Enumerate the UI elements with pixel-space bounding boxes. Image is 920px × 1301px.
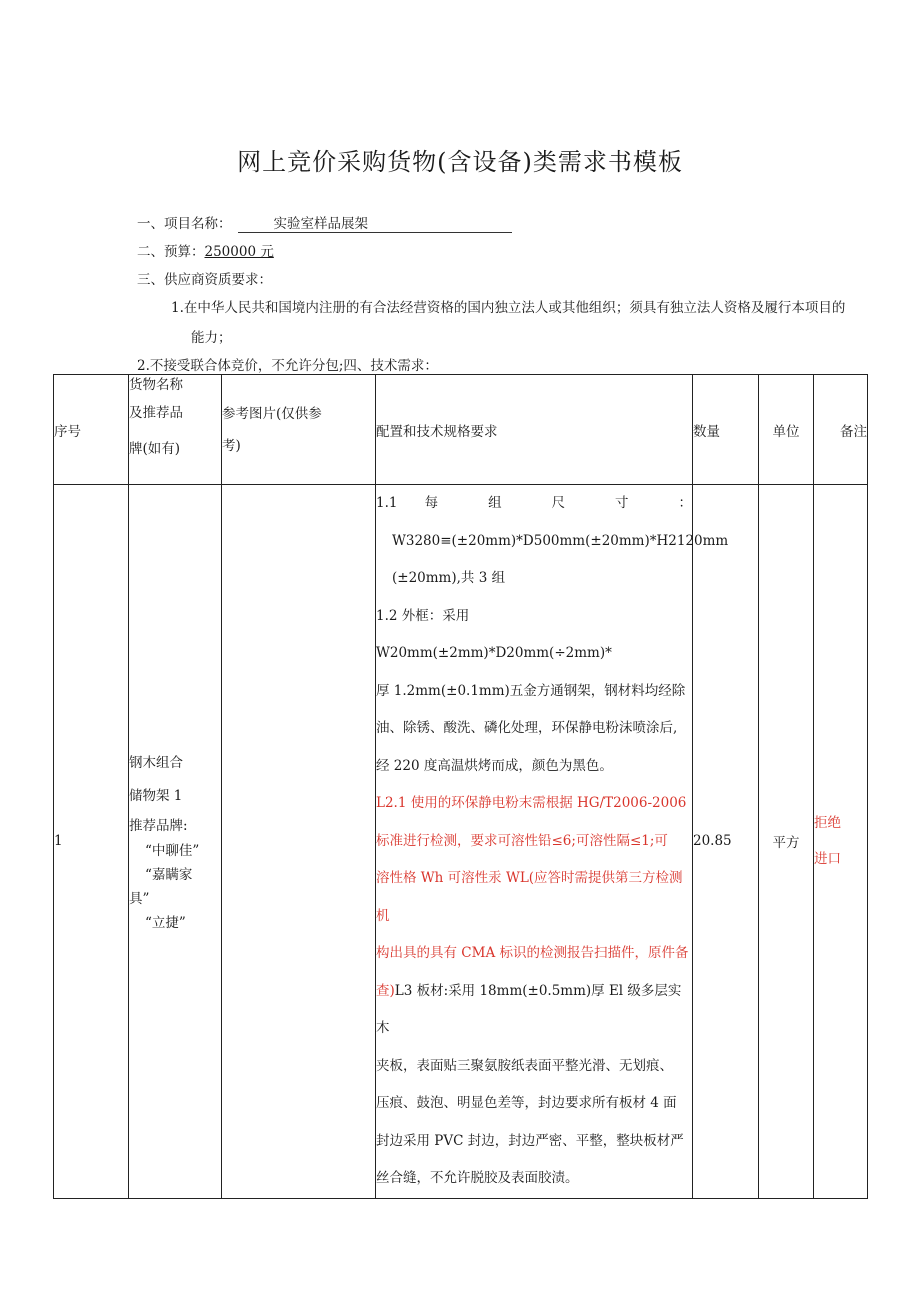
brand-item: “嘉瞒家 [145, 867, 193, 884]
spec-line: 油、除锈、酸洗、磷化处理，环保静电粉沫喷涂后, [376, 720, 678, 736]
project-name-value: 实验室样品展架 [238, 212, 512, 233]
spec-line: 经 220 度高温烘烤而成，颜色为黑色。 [376, 757, 613, 774]
project-name-line [137, 212, 512, 233]
brand-item-cont: 具” [129, 891, 150, 908]
spec-line: 丝合缝，不允许脱胶及表面胶渍。 [376, 1170, 579, 1186]
qualification-item-2: 2.不接受联合体竞价，不允许分包;四、技术需求： [137, 358, 438, 374]
spec-line: L3 板材:采用 18mm(±0.5mm)厚 El 级多层实木 [376, 982, 682, 1036]
header-seq: 序号 [54, 375, 129, 485]
spec-line: 压痕、鼓泡、明显色差等，封边要求所有板材 4 面 [376, 1095, 677, 1111]
remark-line-1: 拒绝 [814, 815, 841, 832]
table-header-row [54, 375, 868, 485]
header-spec: 配置和技术规格要求 [376, 375, 693, 485]
row-goods-name [129, 485, 222, 1199]
brand-label: 推荐品牌: [129, 818, 188, 835]
row-quantity: 20.85 [693, 485, 759, 1199]
spec-line-highlight: 溶性格 Wh 可溶性汞 WL(应答时需提供第三方检测机 [376, 870, 683, 924]
header-goods-name [129, 375, 222, 485]
header-reference-image-line-2: 考) [222, 437, 241, 454]
header-goods-name-line-3: 牌(如有) [129, 441, 181, 457]
brand-item: “立捷” [145, 915, 186, 932]
spec-line: 厚 1.2mm(±0.1mm)五金方通钢架，钢材料均经除 [376, 682, 686, 699]
brand-item: “中聊佳” [145, 843, 200, 860]
spec-line: 夹板，表面贴三聚氨胺纸表面平整光滑、无划痕、 [376, 1057, 673, 1074]
qualification-item-1-cont: 能力； [191, 330, 232, 346]
row-remark [814, 485, 868, 1199]
goods-name-line-2: 储物架 1 [129, 788, 183, 805]
header-reference-image-line-1: 参考图片(仅供参 [222, 405, 322, 422]
qualification-item-1: 1.在中华人民共和国境内注册的有合法经营资格的国内独立法人或其他组织；须具有独立法人资格及履行本项目的 [171, 300, 846, 316]
spec-line: 1.1 每 组 尺 寸 ： [376, 495, 692, 511]
row-unit: 平方 [759, 485, 814, 1199]
spec-line-highlight: 标准进行检测，要求可溶性铅≤6;可溶性隔≤1;可 [376, 832, 668, 849]
remark-line-2: 进口 [814, 851, 841, 868]
table-row [54, 485, 868, 1199]
header-reference-image [222, 375, 376, 485]
header-quantity: 数量 [693, 375, 759, 485]
header-unit: 单位 [759, 375, 814, 485]
header-goods-name-line-1: 货物名称 [129, 377, 183, 393]
spec-line-highlight: L2.1 使用的环保静电粉末需根据 HG/T2006-2006 [376, 795, 687, 811]
spec-line-mixed [376, 973, 692, 1048]
spec-line: 封边采用 PVC 封边，封边严密、平整，整块板材严 [376, 1132, 684, 1149]
qualification-label: 三、供应商资质要求： [137, 272, 272, 288]
row-seq: 1 [54, 485, 129, 1199]
spec-line-highlight: 构出具的具有 CMA 标识的检测报告扫描件，原件备 [376, 945, 689, 961]
project-name-label: 一、项目名称： [137, 216, 232, 232]
spec-line-highlight: 查) [376, 982, 395, 999]
header-remark: 备注 [814, 375, 868, 485]
document-title: 网上竞价采购货物(含设备)类需求书模板 [237, 148, 683, 176]
brand-list [129, 839, 221, 935]
tech-requirements-table [53, 374, 868, 1199]
spec-line: 1.2 外框：采用 W20mm(±2mm)*D20mm(÷2mm)* [376, 607, 612, 661]
budget-label: 二、预算： [137, 244, 205, 260]
row-reference-image [222, 485, 376, 1199]
header-goods-name-line-2: 及推荐品 [129, 405, 183, 421]
goods-name-line-1: 钢木组合 [129, 755, 183, 772]
budget-value: 250000 元 [204, 244, 274, 260]
budget-line [137, 240, 274, 260]
spec-line: W3280≡(±20mm)*D500mm(±20mm)*H2120mm [392, 532, 729, 549]
spec-line: (±20mm),共 3 组 [392, 570, 506, 586]
